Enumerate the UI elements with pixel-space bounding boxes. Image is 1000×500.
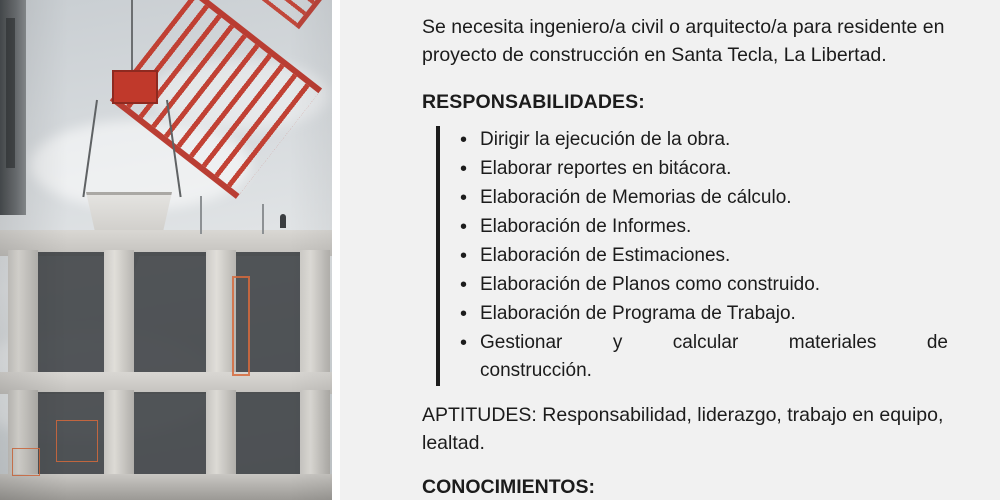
list-item (480, 329, 948, 387)
list-item: • Elaboración de Programa de Trabajo. (480, 300, 960, 329)
list-item: • Elaboración de Informes. (480, 213, 960, 242)
concrete-column (206, 390, 236, 480)
scaffolding-detail (232, 276, 250, 376)
job-description-panel (340, 0, 1000, 500)
responsibilities-heading: RESPONSABILIDADES: (422, 91, 645, 114)
list-item: • Dirigir la ejecución de la obra. (480, 126, 960, 155)
scaffolding-detail (12, 448, 40, 476)
crane-hook-block (112, 70, 158, 104)
list-item: • Elaboración de Memorias de cálculo. (480, 184, 960, 213)
concrete-column (300, 250, 330, 380)
adjacent-building-edge (0, 0, 26, 215)
concrete-column (104, 250, 134, 380)
responsibilities-list (440, 126, 960, 386)
concrete-column (300, 390, 330, 480)
list-item: • Elaboración de Planos como construido. (480, 271, 960, 300)
concrete-column (104, 390, 134, 480)
construction-site-crane-photo (0, 0, 340, 500)
building-bay-opening (134, 252, 206, 374)
list-item-line-2: construcción. (480, 360, 592, 382)
list-item-line-1: • Gestionar y calcular materiales de (480, 331, 948, 353)
responsibilities-block (436, 126, 960, 386)
intro-paragraph: Se necesita ingeniero/a civil o arquitecto/a para residente en proyecto de construcción en Santa Tecla, La Libertad. (422, 16, 945, 66)
building-bay-opening (236, 392, 300, 476)
knowledge-heading: CONOCIMIENTOS: (422, 475, 595, 498)
rebar-detail (200, 196, 202, 234)
scaffolding-detail (56, 420, 98, 462)
aptitudes-paragraph: APTITUDES: Responsabilidad, liderazgo, trabajo en equipo, lealtad. (422, 404, 944, 454)
concrete-slab-middle (0, 372, 340, 394)
worker-silhouette (280, 214, 286, 228)
list-item: • Elaboración de Estimaciones. (480, 242, 960, 271)
rebar-detail (262, 204, 264, 234)
crane-cable (131, 0, 133, 72)
building-bay-opening (134, 392, 206, 476)
list-item: • Elaborar reportes en bitácora. (480, 155, 960, 184)
building-bay-opening (38, 252, 104, 374)
concrete-slab-lower (0, 474, 340, 500)
concrete-column (8, 250, 38, 380)
